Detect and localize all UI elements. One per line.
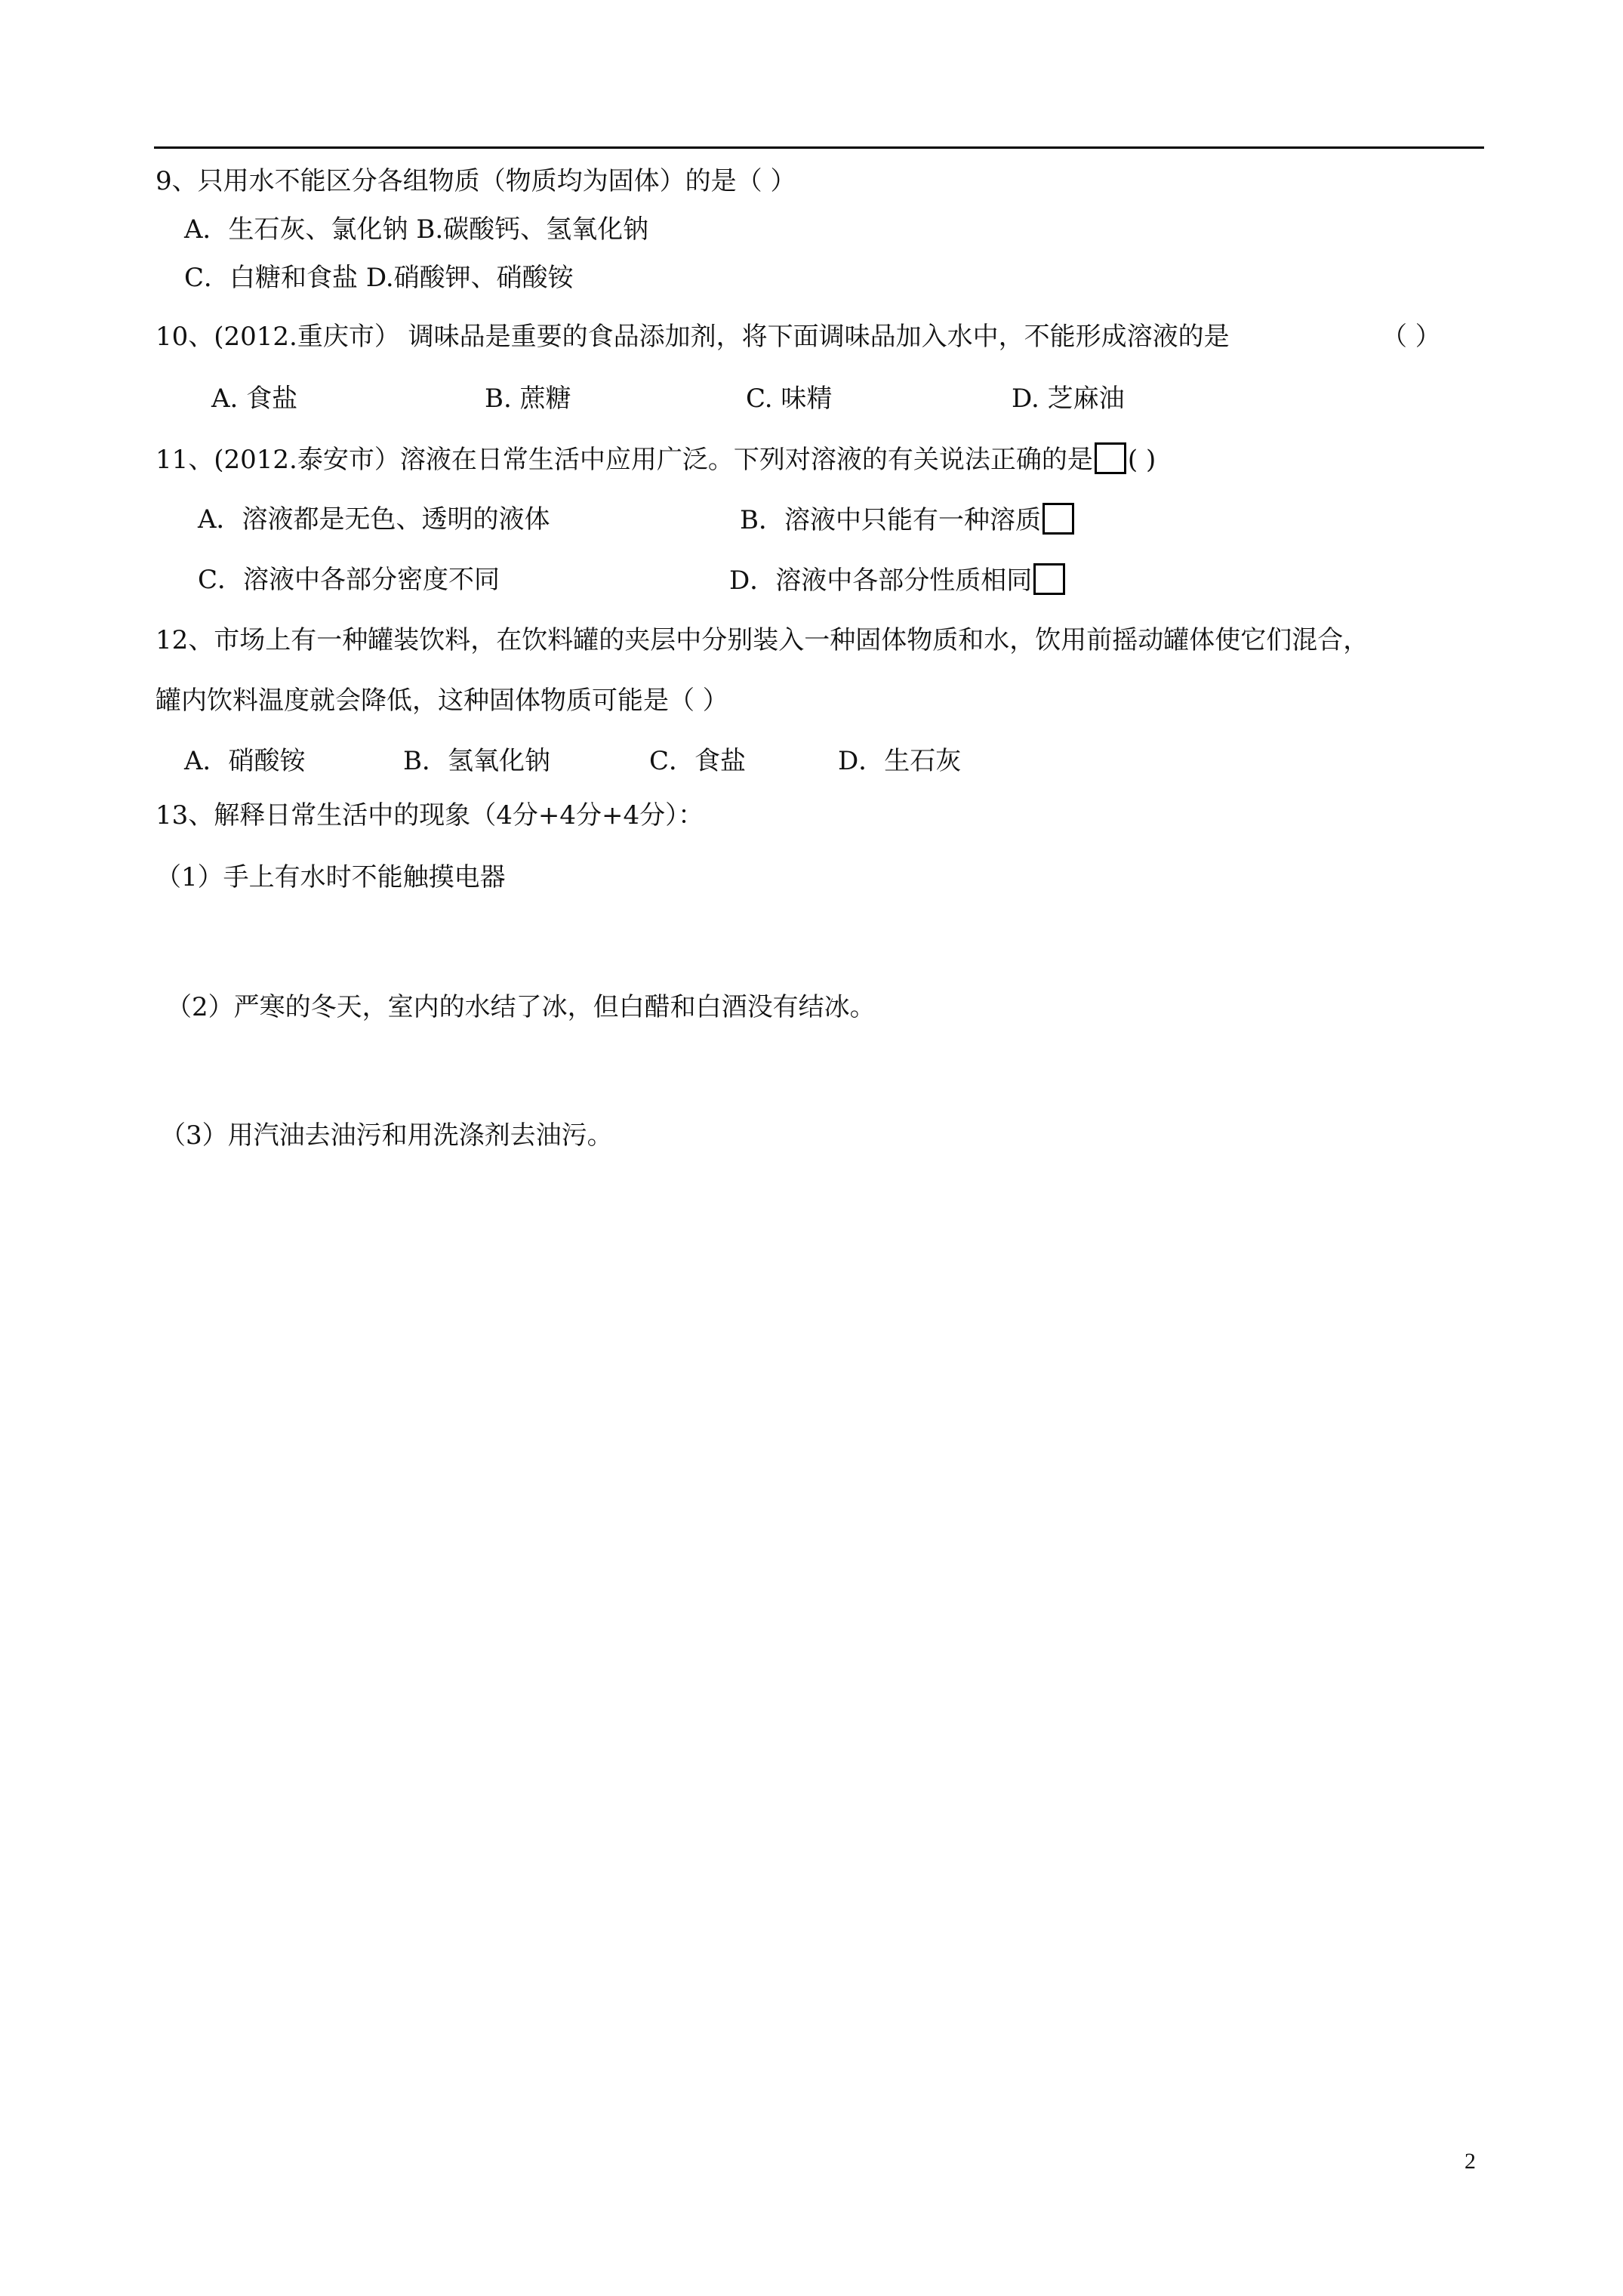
q11-option-b: B．溶液中只能有一种溶质 <box>740 505 1041 535</box>
q11-option-c: C．溶液中各部分密度不同 <box>198 565 500 595</box>
q13-stem: 13、解释日常生活中的现象（4分+4分+4分）： <box>156 800 704 831</box>
q12-option-d: D．生石灰 <box>838 746 962 776</box>
q11-option-b-line <box>740 503 1076 537</box>
q9-stem: 9、只用水不能区分各组物质（物质均为固体）的是（ ） <box>156 166 796 196</box>
q13-part-1: （1）手上有水时不能触摸电器 <box>156 862 506 892</box>
q12-option-c: C．食盐 <box>649 746 747 776</box>
q11-option-d: D．溶液中各部分性质相同 <box>729 566 1033 596</box>
q10-option-b: B. 蔗糖 <box>485 384 571 414</box>
q11-stem: 11、(2012.泰安市）溶液在日常生活中应用广泛。下列对溶液的有关说法正确的是 <box>156 445 1093 475</box>
q12-stem-line2: 罐内饮料温度就会降低，这种固体物质可能是（ ） <box>156 686 728 716</box>
q10-stem: 10、(2012.重庆市） 调味品是重要的食品添加剂，将下面调味品加入水中，不能形成溶液的是 <box>156 322 1230 352</box>
q11-option-d-box[interactable] <box>1033 563 1065 595</box>
q11-option-a: A．溶液都是无色、透明的液体 <box>198 504 550 535</box>
q9-options-row1: A．生石灰、氯化钠 B.碳酸钙、氢氧化钠 <box>184 214 649 245</box>
q11-answer-box[interactable] <box>1095 442 1126 474</box>
page-number: 2 <box>1464 2149 1476 2174</box>
q13-part-3: （3）用汽油去油污和用洗涤剂去油污。 <box>160 1120 613 1151</box>
q12-option-a: A．硝酸铵 <box>184 746 306 776</box>
q10-option-a: A. 食盐 <box>211 384 298 414</box>
q10-answer-paren: （ ） <box>1381 322 1441 352</box>
q11-stem-line <box>156 442 1156 476</box>
q12-option-b: B．氢氧化钠 <box>403 746 550 776</box>
q9-options-row2: C．白糖和食盐 D.硝酸钾、硝酸铵 <box>184 263 574 293</box>
q11-option-b-box[interactable] <box>1042 503 1074 535</box>
header-rule <box>154 146 1484 149</box>
q10-option-d: D. 芝麻油 <box>1012 384 1125 414</box>
q11-option-d-line <box>729 563 1067 597</box>
q13-part-2: （2）严寒的冬天，室内的水结了冰，但白醋和白酒没有结冰。 <box>166 992 876 1022</box>
q12-stem-line1: 12、市场上有一种罐装饮料，在饮料罐的夹层中分别装入一种固体物质和水，饮用前摇动罐体使它们混合， <box>156 625 1369 655</box>
q10-option-c: C. 味精 <box>746 384 833 414</box>
q11-answer-paren: ( ) <box>1127 445 1156 475</box>
